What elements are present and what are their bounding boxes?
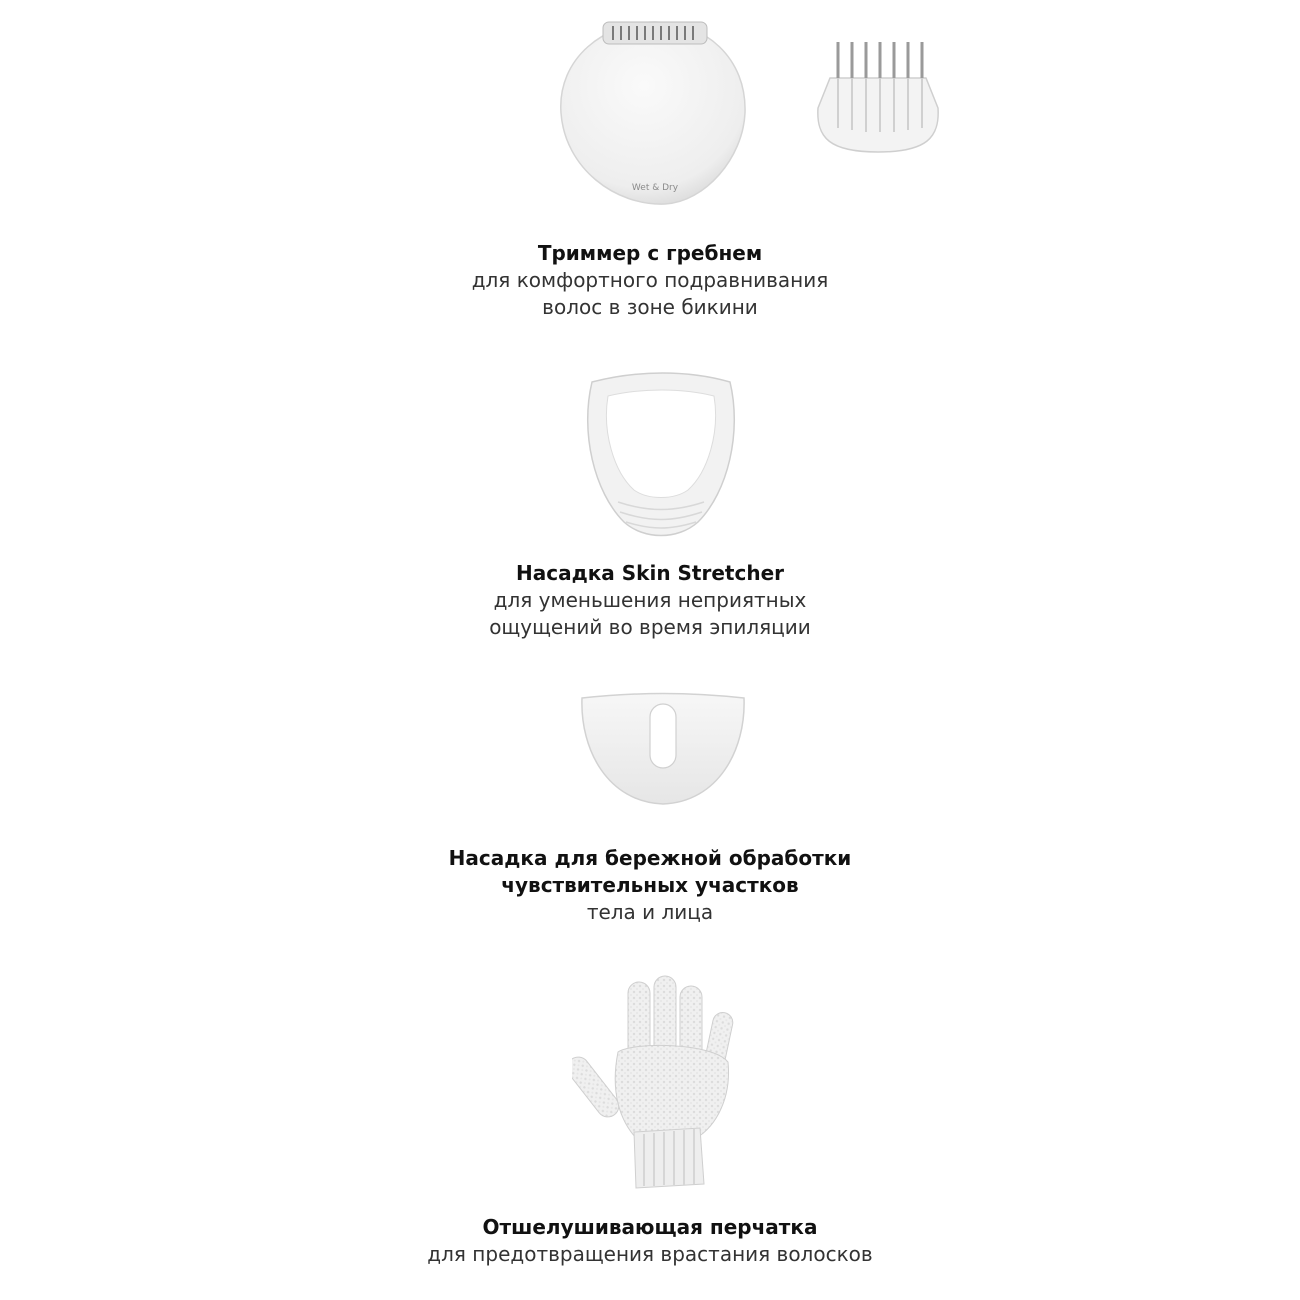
sensitive-cap-image xyxy=(578,690,748,810)
exfoliating-glove-image xyxy=(572,972,757,1192)
item-description-line: для предотвращения врастания волосков xyxy=(427,1242,873,1266)
item-description-line: для комфортного подравнивания xyxy=(471,268,829,292)
item-description-line: для уменьшения неприятных xyxy=(493,588,807,612)
item-description-line: тела и лица xyxy=(586,900,714,924)
item-title-line: Насадка для бережной обработки xyxy=(448,846,852,870)
item-exfoliating-glove xyxy=(0,1214,1300,1268)
trimmer-head-image xyxy=(555,18,755,208)
item-title: Насадка Skin Stretcher xyxy=(515,561,784,585)
wet-dry-label: Wet & Dry xyxy=(631,183,679,193)
item-description-line: ощущений во время эпиляции xyxy=(489,615,811,639)
item-sensitive-cap xyxy=(0,845,1300,926)
item-title: Триммер с гребнем xyxy=(537,241,763,265)
item-trimmer xyxy=(0,240,1300,321)
item-description-line: волос в зоне бикини xyxy=(542,295,758,319)
item-title: Отшелушивающая перчатка xyxy=(482,1215,818,1239)
item-title-line: чувствительных участков xyxy=(501,873,799,897)
comb-attachment-image xyxy=(808,38,948,158)
skin-stretcher-image xyxy=(578,372,744,542)
item-skin-stretcher xyxy=(0,560,1300,641)
